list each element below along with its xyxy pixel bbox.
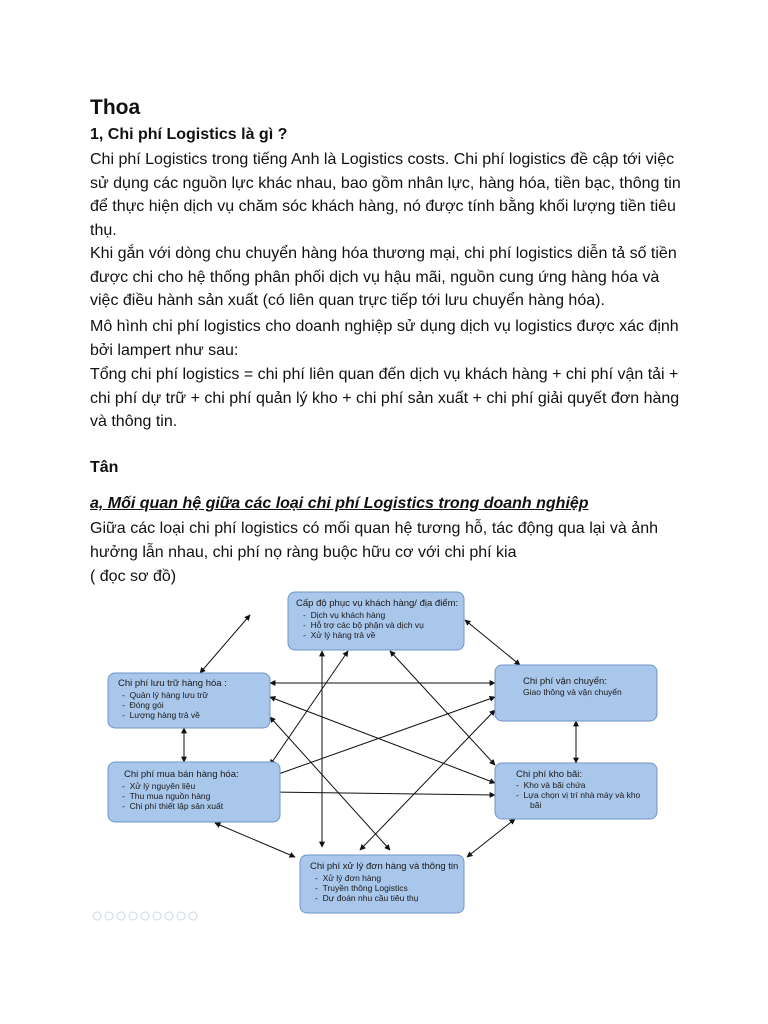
box-title: Cấp độ phục vụ khách hàng/ địa điểm: [296,598,459,609]
box-item: - Thu mua nguồn hàng [122,791,211,801]
toolbar-circle-icon [177,912,185,920]
box-item: - Dịch vụ khách hàng [303,610,386,620]
toolbar-circle-icon [117,912,125,920]
section-title-cost-relationships: a, Mối quan hệ giữa các loại chi phí Logistics trong doanh nghiệp [90,495,589,512]
arrow-left-to-bottom [270,717,390,850]
toolbar-circle-icon [141,912,149,920]
arrow-midright-to-bottom [467,819,515,857]
box-purchasing-cost [108,762,280,822]
arrow-midleft-to-midright [270,792,495,795]
box-item: - Kho và bãi chứa [516,780,586,790]
paragraph-total-cost-formula: Tổng chi phí logistics = chi phí liên quan đến dịch vụ khách hàng + chi phí vận tải + chi phí dự trữ + chi phí quản lý kho + chi phí sản xuất + chi phí giải quyết đơn hàng và thông tin. [90,366,680,430]
box-item: - Đóng gói [122,700,164,710]
box-customer-service-level [288,592,464,650]
toolbar-circle-icon [93,912,101,920]
box-item: - Xử lý hàng trả về [303,630,376,640]
arrow-top-to-midleft [270,651,348,765]
box-title: Chi phí xử lý đơn hàng và thông tin [310,861,459,872]
box-warehouse-cost [495,763,657,819]
arrow-left-to-midright [270,697,495,783]
box-line: Giao thông và vận chuyển [523,687,622,697]
arrow-top-to-midright [390,651,495,765]
toolbar-circle-icon [189,912,197,920]
box-storage-cost [108,673,270,728]
paragraph-commerce-flow: Khi gắn với dòng chu chuyển hàng hóa thương mại, chi phí logistics diễn tả số tiền được chi cho hệ thống phân phối dịch vụ hậu mãi, nguồn cung ứng hàng hóa và việc điều hành sản xuất (có liên quan trực tiếp tới lưu chuyển hàng hóa). [90,245,677,309]
box-title: Chi phí lưu trữ hàng hóa : [118,678,227,689]
box-title: Chi phí vận chuyển: [523,676,607,687]
arrow-right-to-bottom [360,710,495,850]
box-item: - Dự đoán nhu cầu tiêu thụ [315,893,419,903]
arrow-top-to-right [465,620,520,665]
toolbar-circle-icon [129,912,137,920]
box-title: Chi phí kho bãi: [516,769,583,780]
section-title-cost-definition: 1, Chi phí Logistics là gì ? [90,126,288,143]
diagram-note: ( đọc sơ đồ) [90,568,177,585]
box-transport-cost [495,665,657,721]
toolbar-circle-icon [105,912,113,920]
paragraph-relationships: Giữa các loại chi phí logistics có mối quan hệ tương hỗ, tác động qua lại và ảnh hưởng lẫn nhau, chi phí nọ ràng buộc hữu cơ với chi phí kia [90,520,658,561]
paragraph-definition: Chi phí Logistics trong tiếng Anh là Logistics costs. Chi phí logistics đề cập tới việc sử dụng các nguồn lực khác nhau, bao gồm nhân lực, hàng hóa, tiền bạc, thông tin để thực hiện dịch vụ chăm sóc khách hàng, nó được tính bằng khối lượng tiền tiêu thụ. [90,151,681,239]
paragraph-lampert-model: Mô hình chi phí logistics cho doanh nghiệp sử dụng dịch vụ logistics được xác định bởi lampert như sau: [90,318,679,359]
author-heading-tan: Tân [90,459,119,476]
arrow-top-to-left [200,615,250,673]
toolbar-circle-icon [153,912,161,920]
box-item: - Chi phí thiết lập sản xuất [122,801,224,811]
box-title: Chi phí mua bán hàng hóa: [124,769,239,780]
arrow-midleft-to-right [270,697,495,777]
box-item: - Truyền thông Logistics [315,883,408,893]
box-item: - Xử lý nguyên liệu [122,781,196,791]
logistics-cost-diagram [90,585,690,925]
box-item: - Quản lý hàng lưu trữ [122,690,209,700]
arrow-midleft-to-bottom [215,823,295,857]
toolbar-circle-icon [165,912,173,920]
embedded-toolbar-icons [93,912,197,920]
box-item-wrap: bãi [530,800,542,810]
box-order-processing-cost [300,855,464,913]
box-item: - Hỗ trợ các bộ phận và dịch vụ [303,620,424,630]
author-heading-thoa: Thoa [90,96,141,119]
box-item: - Lựa chọn vị trí nhà máy và kho [516,790,641,800]
box-item: - Xử lý đơn hàng [315,873,382,883]
box-item: - Lượng hàng trả về [122,710,200,720]
